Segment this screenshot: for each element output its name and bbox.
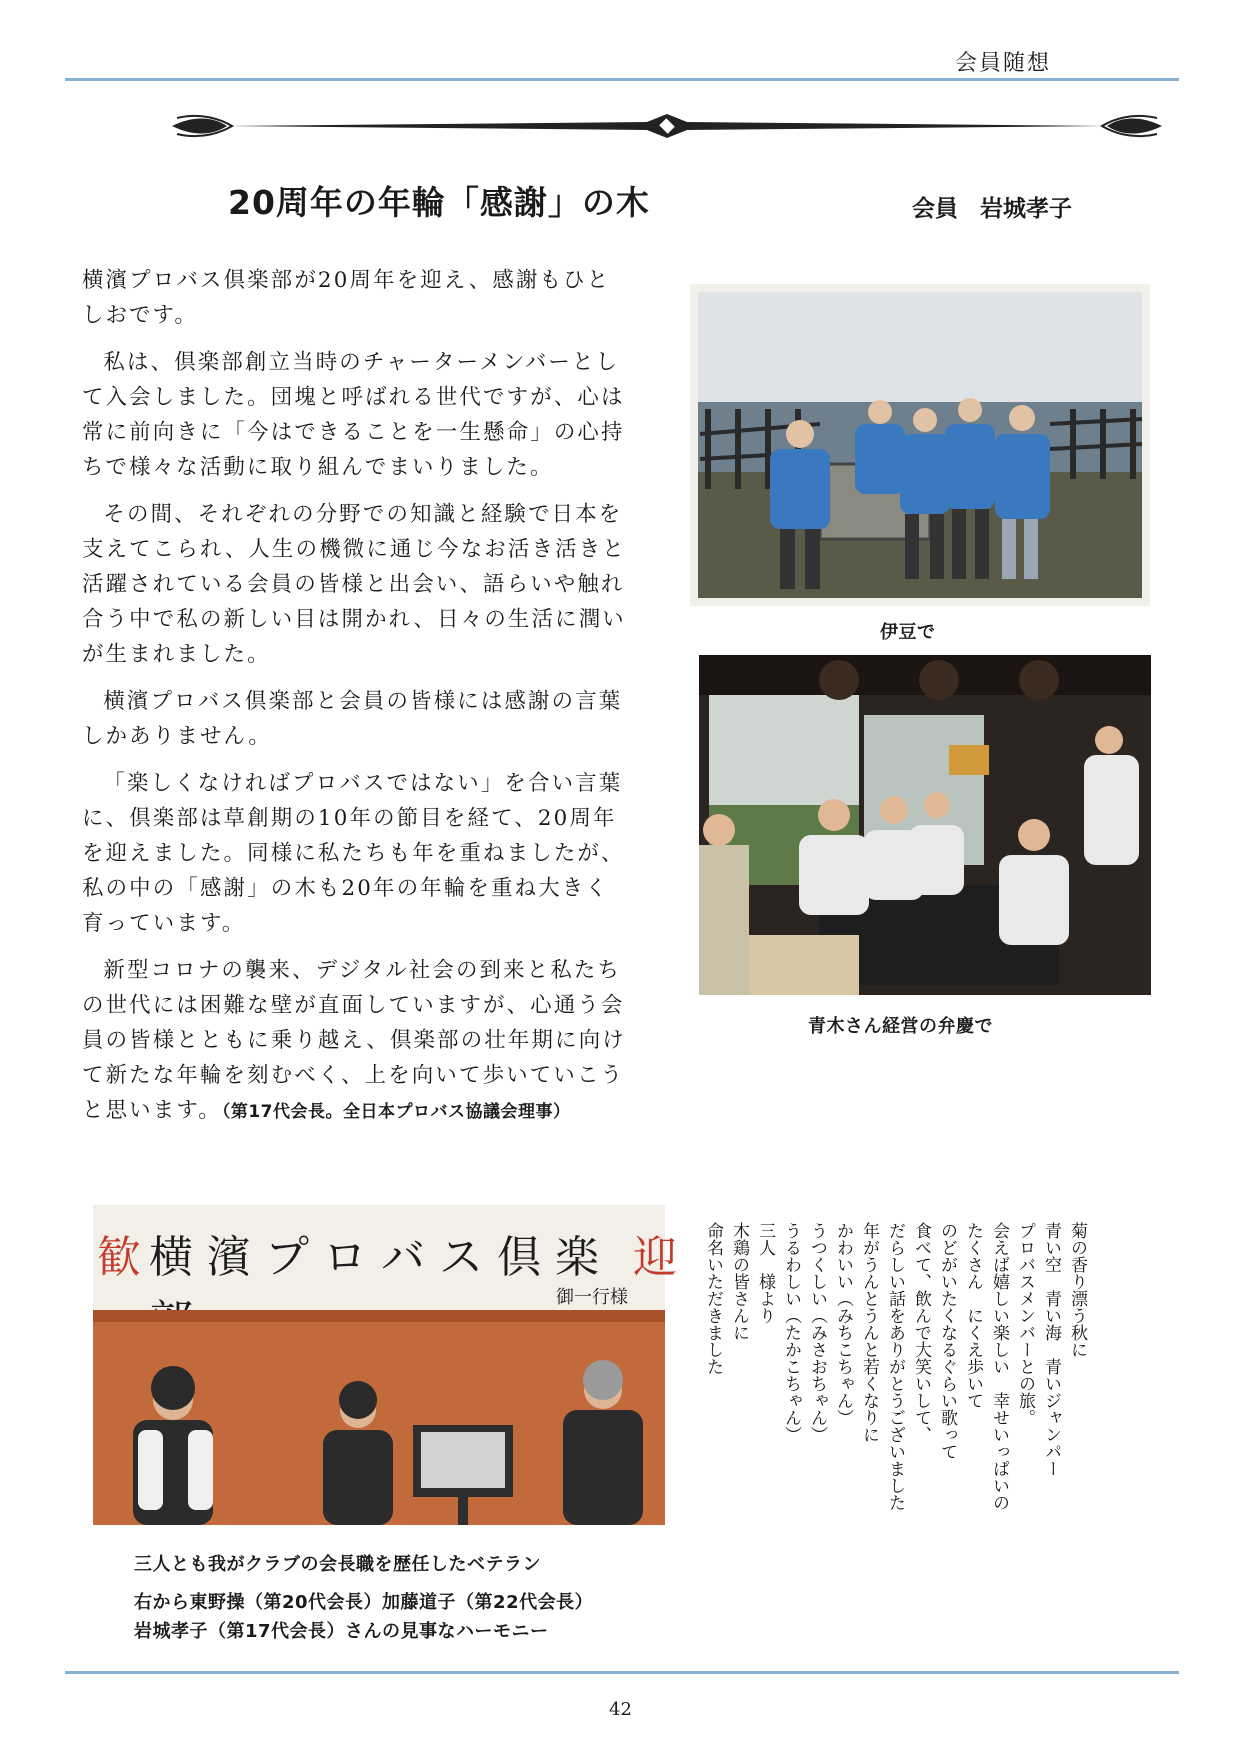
poem-line: 三人 様より xyxy=(755,1222,775,1324)
poem-line: たくさん にくえ歩いて xyxy=(963,1222,983,1409)
banner-title: 横濱プロバス倶楽 xyxy=(149,1232,613,1283)
author-role: 会員 xyxy=(912,196,958,222)
poem-line: うるわしい（たかこちゃん） xyxy=(781,1222,801,1443)
poem-line: のどがいたくなるぐらい歌って xyxy=(937,1222,957,1460)
izu-photo xyxy=(690,284,1150,606)
benkei-caption: 青木さん経営の弁慶で xyxy=(808,1016,993,1037)
benkei-photo xyxy=(699,655,1151,995)
paragraph: 横濱プロバス倶楽部が20周年を迎え、感謝もひとしおです。 xyxy=(82,268,611,328)
paragraph: 「楽しくなければプロバスではない」を合い言葉に、倶楽部は草創期の10年の節目を経て、20周年を迎えました。同様に私たちも年を重ねましたが、私の中の「感謝」の木も20年の年輪を重ね大きく育っています。 xyxy=(82,771,625,936)
izu-caption: 伊豆で xyxy=(880,622,936,643)
poem-line: 木鶏の皆さんに xyxy=(729,1222,749,1341)
poem-line: 命名いただきました xyxy=(703,1222,723,1375)
stage-caption-3: 岩城孝子（第17代会長）さんの見事なハーモニー xyxy=(134,1621,549,1642)
article-body xyxy=(82,263,628,1142)
poem-line: 会えば嬉しい楽しい 幸せいっぱいの xyxy=(989,1222,1009,1511)
poem-line: 年がうんとうんと若くなりに xyxy=(859,1222,879,1443)
welcome-banner xyxy=(93,1205,677,1310)
paragraph: その間、それぞれの分野での知識と経験で日本を支えてこられ、人生の機微に通じ今なお活き活きと活躍されている会員の皆様と出会い、語らいや触れ合う中で私の新しい目は開かれ、日々の生活に潤いが生まれました。 xyxy=(82,502,626,667)
paragraph: 私は、倶楽部創立当時のチャーターメンバーとして入会しました。団塊と呼ばれる世代ですが、心は常に前向きに「今はできることを一生懸命」の心持ちで様々な活動に取り組んでまいりました。 xyxy=(82,350,625,480)
poem-line: かわいい（みちこちゃん） xyxy=(833,1222,853,1426)
poem-line: だらしい話をありがとうございました xyxy=(885,1222,905,1511)
stage-photo xyxy=(93,1205,677,1525)
poem-line: 食べて、飲んで大笑いして、 xyxy=(911,1222,931,1443)
poem-line: プロバスメンバーとの旅。 xyxy=(1015,1222,1035,1426)
paragraph-text: 新型コロナの襲来、デジタル社会の到来と私たちの世代には困難な壁が直面していますが、心通う会員の皆様とともに乗り越え、倶楽部の壮年期に向けて新たな年輪を刻むべく、上を向いて歩いていこうと思います。 xyxy=(82,958,626,1123)
banner-right-char: 迎 xyxy=(633,1232,677,1283)
footer-rule xyxy=(65,1671,1179,1674)
article-title: 20周年の年輪「感謝」の木 xyxy=(228,183,650,222)
calligraphy-poem xyxy=(703,1222,1090,1522)
article-author xyxy=(912,190,1072,223)
ornamental-divider xyxy=(172,110,1162,142)
page-number: 42 xyxy=(609,1699,632,1720)
paragraph: 横濱プロバス倶楽部と会員の皆様には感謝の言葉しかありません。 xyxy=(82,689,623,749)
stage-caption-2: 右から東野操（第20代会長）加藤道子（第22代会長） xyxy=(134,1592,594,1613)
paragraph xyxy=(82,953,628,1130)
poem-line: 菊の香り漂う秋に xyxy=(1067,1222,1087,1358)
poem-line: 青い空 青い海 青いジャンパー xyxy=(1041,1222,1061,1477)
author-name: 岩城孝子 xyxy=(980,196,1073,222)
header-rule xyxy=(65,78,1179,81)
stage-caption-1: 三人とも我がクラブの会長職を歴任したベテラン xyxy=(134,1554,541,1575)
closing-note: （第17代会長。全日本プロバス協議会理事） xyxy=(221,1102,571,1122)
section-label: 会員随想 xyxy=(955,51,1052,76)
banner-left-char: 歓 xyxy=(97,1232,141,1283)
poem-line: うつくしい（みさおちゃん） xyxy=(807,1222,827,1443)
banner-subtitle: 御一行様 xyxy=(556,1287,628,1308)
